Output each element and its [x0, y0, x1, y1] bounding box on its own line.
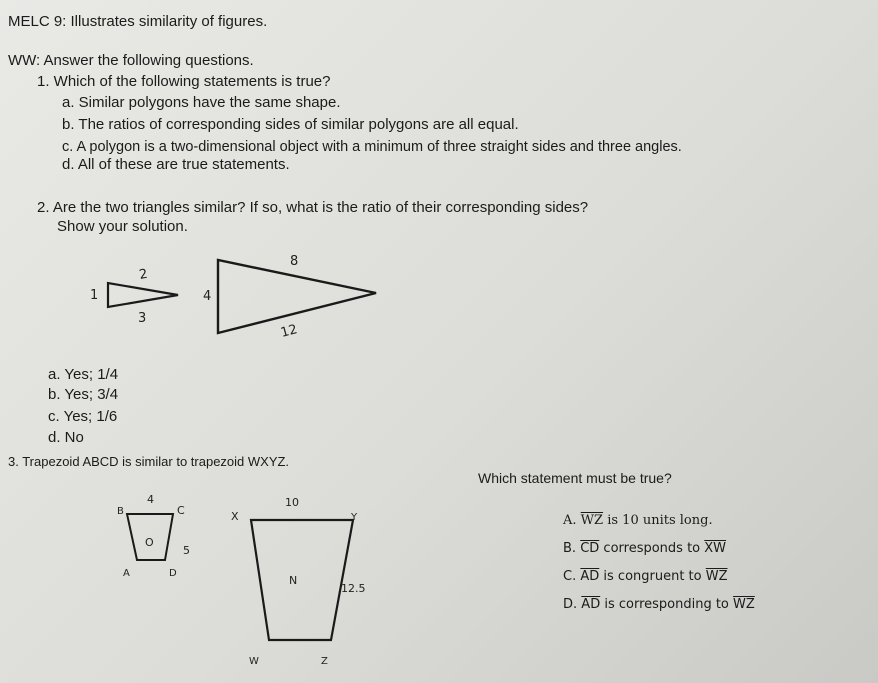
q2-triangles-figure [80, 245, 410, 355]
vertex-w: W [249, 656, 259, 667]
q3-choice-d-segment: $\overline{AD}$ [581, 597, 601, 612]
q3-choice-d [563, 596, 755, 614]
large-triangle-side-a: 4 [203, 289, 212, 304]
large-triangle-side-b: 8 [290, 254, 299, 269]
q3-choice-d-letter: D. [563, 597, 578, 612]
q1-stem: 1. Which of the following statements is true? [37, 73, 331, 90]
q1-option-a: a. Similar polygons have the same shape. [62, 94, 341, 111]
small-trapezoid-center-label: O [145, 536, 154, 549]
small-triangle-side-c: 3 [138, 311, 147, 326]
vertex-d: D [169, 568, 177, 579]
q1-option-c: c. A polygon is a two-dimensional object with a minimum of three straight sides and three angles. [62, 139, 682, 155]
small-trapezoid-top-length: 4 [147, 493, 154, 506]
q3-choice-c-letter: C. [563, 569, 577, 584]
vertex-b: B [117, 506, 124, 517]
q3-choice-a-segment: $\overline{WZ}$ [580, 513, 604, 528]
large-triangle [218, 260, 376, 333]
q1-option-d: d. All of these are true statements. [62, 156, 290, 173]
q2-stem: 2. Are the two triangles similar? If so, what is the ratio of their corresponding sides? [37, 199, 589, 216]
q1-option-b: b. The ratios of corresponding sides of similar polygons are all equal. [62, 116, 519, 133]
q3-choice-b-segment: $\overline{CD}$ [580, 541, 600, 556]
q2-option-a: a. Yes; 1/4 [48, 366, 119, 383]
vertex-z: Z [321, 656, 328, 667]
small-triangle-side-a: 1 [90, 288, 99, 303]
small-trapezoid-side-length: 5 [183, 544, 190, 557]
large-trapezoid-top-length: 10 [285, 496, 299, 509]
vertex-x: X [231, 510, 239, 523]
q3-choice-c-segment: $\overline{AD}$ [580, 569, 600, 584]
vertex-y: Y [351, 512, 358, 523]
q3-prompt: Which statement must be true? [478, 470, 672, 486]
q2-option-d: d. No [48, 429, 84, 446]
large-trapezoid-center-label: N [289, 574, 298, 587]
q2-stem-continued: Show your solution. [57, 218, 188, 235]
q3-choice-b-text: corresponds to [599, 541, 705, 556]
vertex-c: C [177, 504, 185, 517]
melc-heading: MELC 9: Illustrates similarity of figures. [8, 13, 268, 30]
large-trapezoid-wxyz [251, 520, 353, 640]
q2-option-b: b. Yes; 3/4 [48, 386, 119, 403]
q3-stem-text: 3. Trapezoid ABCD is similar to trapezoid WXYZ. [8, 454, 290, 469]
q3-choice-b-segment2: $\overline{XW}$ [704, 541, 727, 556]
ww-instructions: WW: Answer the following questions. [8, 52, 254, 69]
q3-choice-c [563, 568, 728, 586]
large-triangle-side-c: 12 [279, 322, 300, 341]
small-triangle-side-b: 2 [138, 266, 149, 283]
q3-choice-c-text: is congruent to [599, 569, 706, 584]
q3-choice-b-letter: B. [563, 541, 577, 556]
large-trapezoid-side-length: 12.5 [341, 582, 366, 595]
q2-option-c: c. Yes; 1/6 [48, 408, 118, 425]
small-triangle [108, 283, 178, 307]
q3-stem [8, 453, 289, 471]
q3-choice-a [563, 512, 713, 530]
q3-choice-c-segment2: $\overline{WZ}$ [705, 569, 728, 584]
q3-choice-a-letter: A. [563, 513, 577, 528]
q3-choice-d-segment2: $\overline{WZ}$ [733, 597, 755, 612]
q3-trapezoids-figure [105, 488, 405, 678]
q3-choice-a-text: is 10 units long. [603, 513, 713, 528]
q3-choice-b [563, 540, 726, 558]
q3-choice-d-text: is corresponding to [600, 597, 734, 612]
vertex-a: A [123, 568, 130, 579]
